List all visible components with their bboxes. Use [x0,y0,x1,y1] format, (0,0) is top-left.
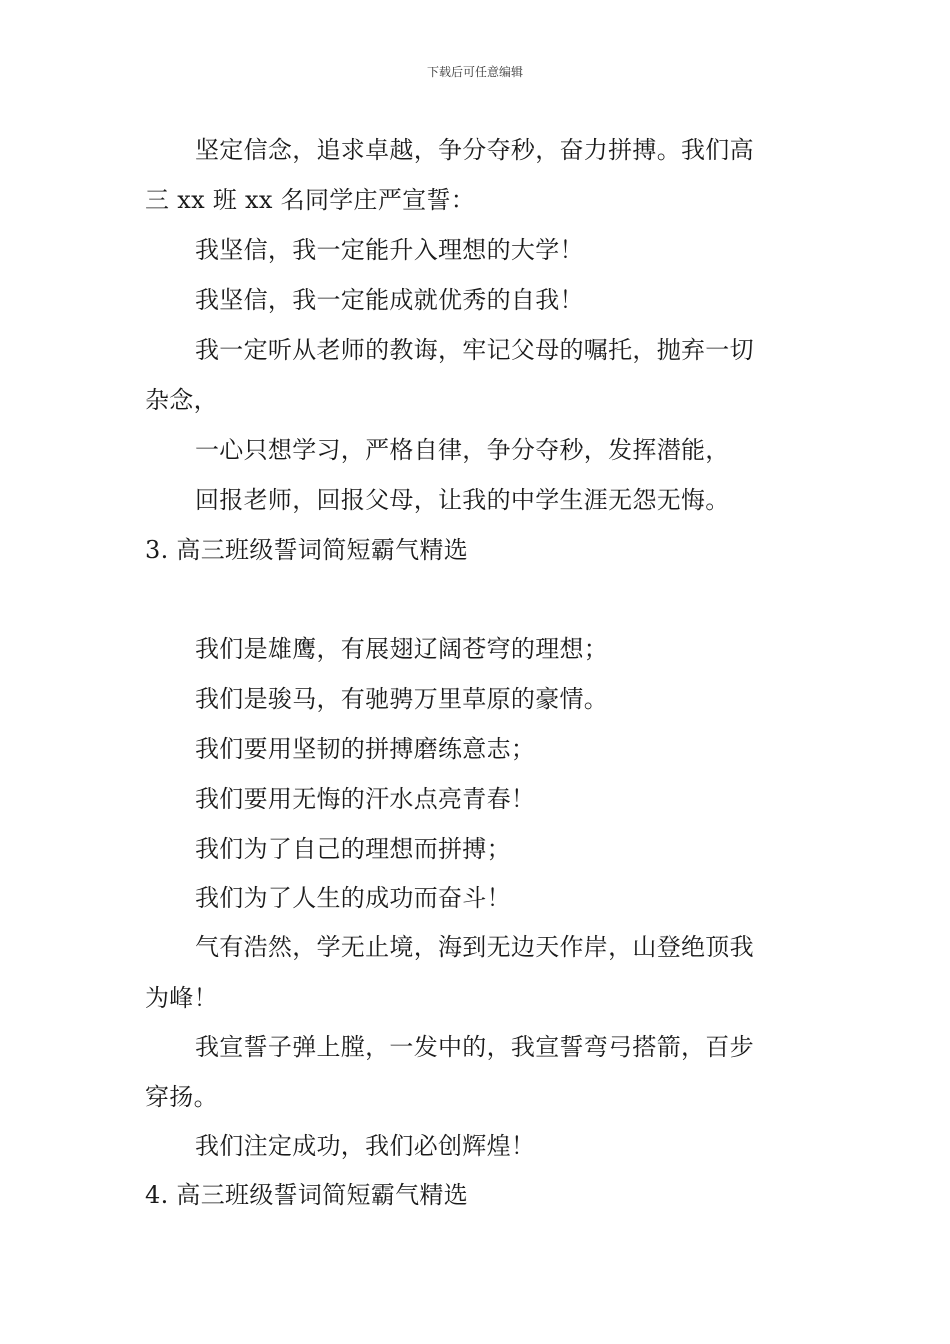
paragraph-line: 我宣誓子弹上膛，一发中的，我宣誓弯弓搭箭，百步 [195,1033,754,1061]
paragraph-line: 我一定听从老师的教诲，牢记父母的嘱托，抛弃一切 [195,336,754,364]
paragraph-line: 穿扬。 [145,1083,218,1111]
paragraph-line: 我们注定成功，我们必创辉煌！ [195,1132,536,1160]
paragraph-line: 我们要用无悔的汗水点亮青春！ [195,785,536,813]
paragraph-line: 为峰！ [145,984,218,1012]
section-heading-3: 3. 高三班级誓词简短霸气精选 [145,536,469,564]
paragraph-line: 杂念， [145,386,218,414]
paragraph-line: 气有浩然，学无止境，海到无边天作岸，山登绝顶我 [195,933,754,961]
paragraph-line: 坚定信念，追求卓越，争分夺秒，奋力拼搏。我们高 [195,136,754,164]
paragraph-line: 我们是骏马，有驰骋万里草原的豪情。 [195,685,609,713]
section-heading-4: 4. 高三班级誓词简短霸气精选 [145,1181,469,1209]
paragraph-line: 我们为了自己的理想而拼搏； [195,835,511,863]
page-header-note: 下载后可任意编辑 [426,65,523,79]
paragraph-line: 我们要用坚韧的拼搏磨练意志； [195,735,536,763]
paragraph-line: 一心只想学习，严格自律，争分夺秒，发挥潜能， [195,436,730,464]
paragraph-line: 我坚信，我一定能成就优秀的自我！ [195,286,584,314]
paragraph-line: 回报老师，回报父母，让我的中学生涯无怨无悔。 [195,486,730,514]
paragraph-line: 我们是雄鹰，有展翅辽阔苍穹的理想； [195,635,609,663]
paragraph-line: 三 xx 班 xx 名同学庄严宣誓： [145,186,476,214]
paragraph-line: 我坚信，我一定能升入理想的大学！ [195,236,584,264]
paragraph-line: 我们为了人生的成功而奋斗！ [195,884,511,912]
